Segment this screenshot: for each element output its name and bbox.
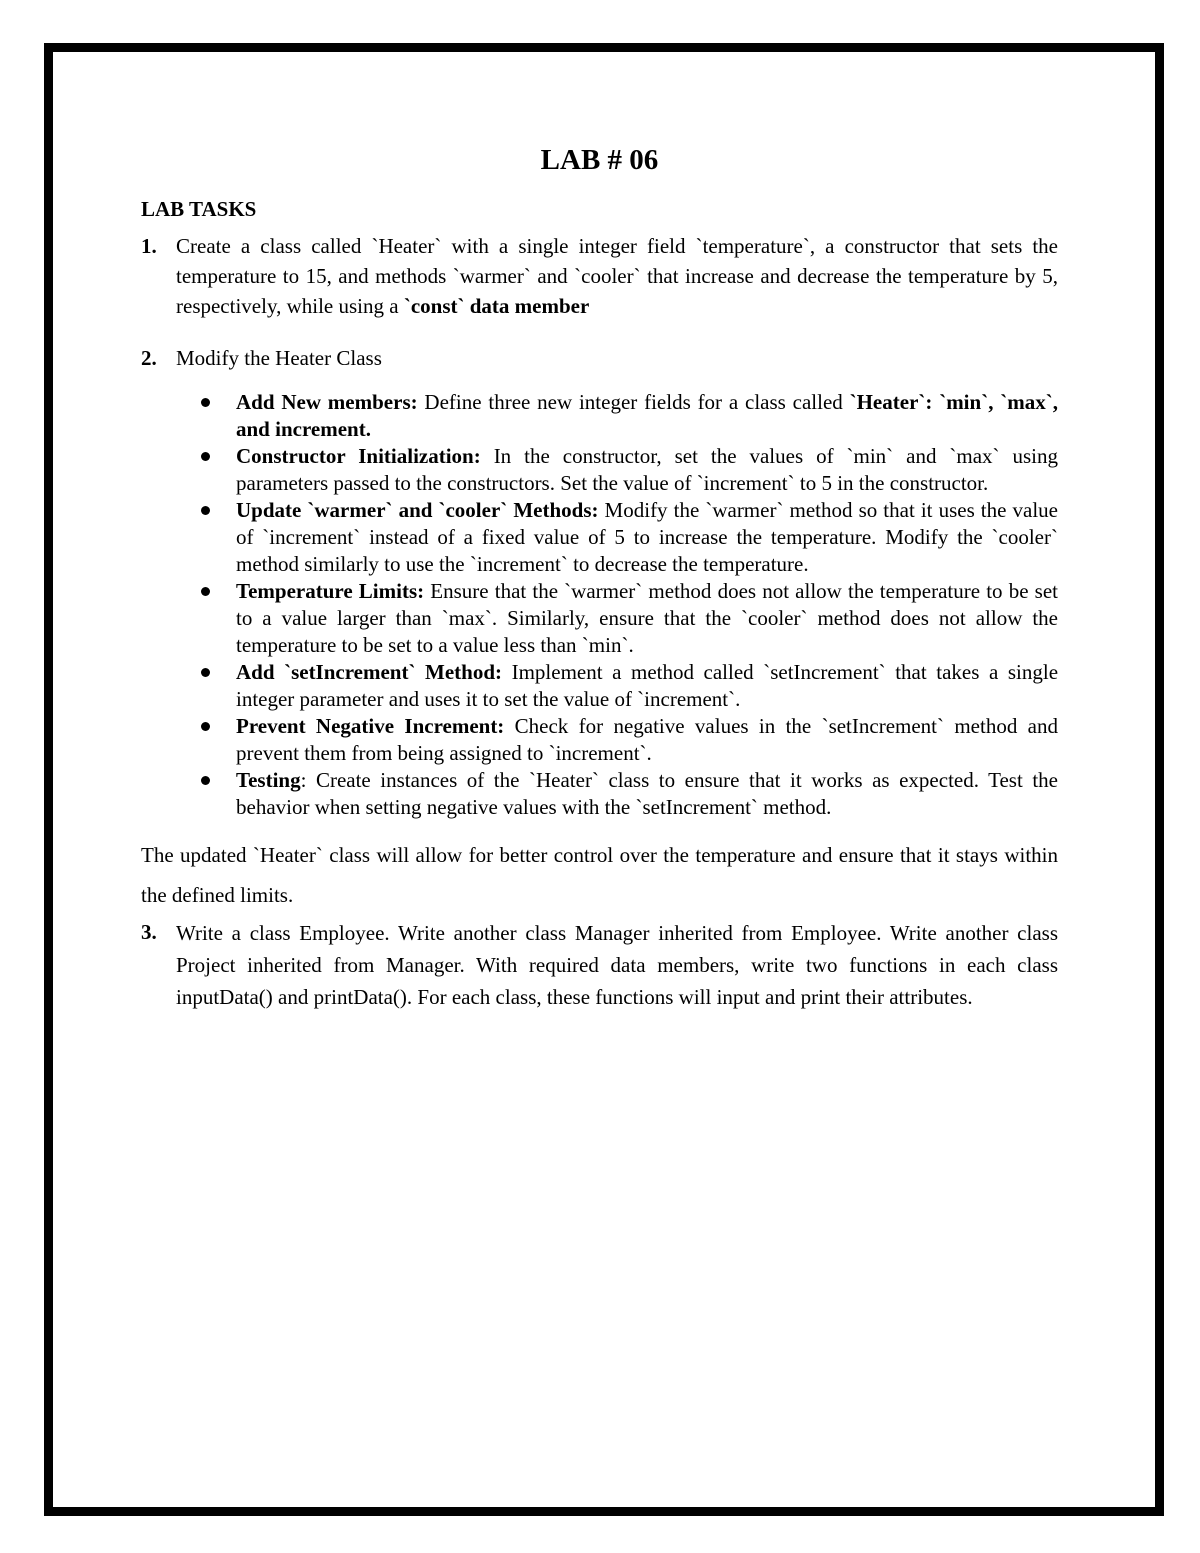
page-title: LAB # 06 bbox=[540, 144, 659, 176]
bullet-label: Add `setIncrement` Method: bbox=[236, 660, 503, 684]
bullet-text: In the constructor, set the values of `min` and `max` using parameters passed to the constructors. Set the value of `increment` to 5 in the constructor. bbox=[236, 444, 1058, 495]
bullet-icon bbox=[201, 452, 210, 461]
bullet-icon bbox=[201, 722, 210, 731]
list-item bbox=[236, 713, 1058, 767]
list-item bbox=[236, 578, 1058, 659]
bullet-label: Prevent Negative Increment: bbox=[236, 714, 505, 738]
bullet-text: Check for negative values in the `setIncrement` method and prevent them from being assigned to `increment`. bbox=[236, 714, 1058, 765]
bullet-text: Implement a method called `setIncrement` that takes a single integer parameter and uses it to set the value of `increment`. bbox=[236, 660, 1059, 711]
list-item bbox=[236, 767, 1058, 821]
bullet-icon bbox=[201, 587, 210, 596]
bullet-icon bbox=[201, 776, 210, 785]
bullet-label: Testing bbox=[236, 768, 301, 792]
summary-paragraph: The updated `Heater` class will allow for better control over the temperature and ensure that it stays within the defined limits. bbox=[141, 843, 1058, 907]
bullet-icon bbox=[201, 398, 210, 407]
task-text: Modify the Heater Class bbox=[176, 346, 382, 370]
bullet-label: Update `warmer` and `cooler` Methods: bbox=[236, 498, 599, 522]
list-item bbox=[236, 389, 1058, 443]
bullet-icon bbox=[201, 506, 210, 515]
task-1-bold-text: `const` data member bbox=[403, 294, 590, 318]
list-item bbox=[236, 443, 1058, 497]
section-heading: LAB TASKS bbox=[141, 197, 257, 221]
bullet-text: Ensure that the `warmer` method does not allow the temperature to be set to a value larger than `max`. Similarly, ensure that the `cooler` method does not allow the temperature to be set to a value less than `min`. bbox=[236, 579, 1058, 657]
task-2-bullet-list bbox=[141, 389, 1058, 821]
bullet-text: Modify the `warmer` method so that it uses the value of `increment` instead of a fixed value of 5 to increase the temperature. Modify the `cooler` method similarly to use the `increment` to decrease the temperature. bbox=[236, 498, 1059, 576]
task-3 bbox=[141, 917, 1058, 1013]
bullet-label: Temperature Limits: bbox=[236, 579, 425, 603]
list-item bbox=[236, 497, 1058, 578]
bullet-text: Define three new integer fields for a class called bbox=[417, 390, 850, 414]
document-body bbox=[141, 140, 1058, 1013]
bullet-label-2: `Heater`: `min`, `max`, and increment. bbox=[236, 390, 1058, 441]
task-text: Write a class Employee. Write another class Manager inherited from Employee. Write another class Project inherited from Manager. With required data members, write two functions in each class inputData() and printData(). For each class, these functions will input and print their attributes. bbox=[176, 921, 1058, 1009]
bullet-text: : Create instances of the `Heater` class to ensure that it works as expected. Test the behavior when setting negative values with the `setIncrement` method. bbox=[236, 768, 1058, 819]
bullet-icon bbox=[201, 668, 210, 677]
task-text bbox=[176, 231, 1058, 321]
task-number: 2. bbox=[141, 346, 157, 370]
bullet-label: Constructor Initialization: bbox=[236, 444, 481, 468]
task-1-text: Create a class called `Heater` with a single integer field `temperature`, a constructor that sets the temperature to 15, and methods `warmer` and `cooler` that increase and decrease the temperature by 5, respectively, while using a bbox=[176, 234, 1058, 318]
task-1 bbox=[141, 231, 1058, 321]
task-number: 3. bbox=[141, 920, 157, 944]
task-2 bbox=[141, 343, 1058, 373]
bullet-label: Add New members: bbox=[236, 390, 418, 414]
list-item bbox=[236, 659, 1058, 713]
task-number: 1. bbox=[141, 234, 157, 258]
